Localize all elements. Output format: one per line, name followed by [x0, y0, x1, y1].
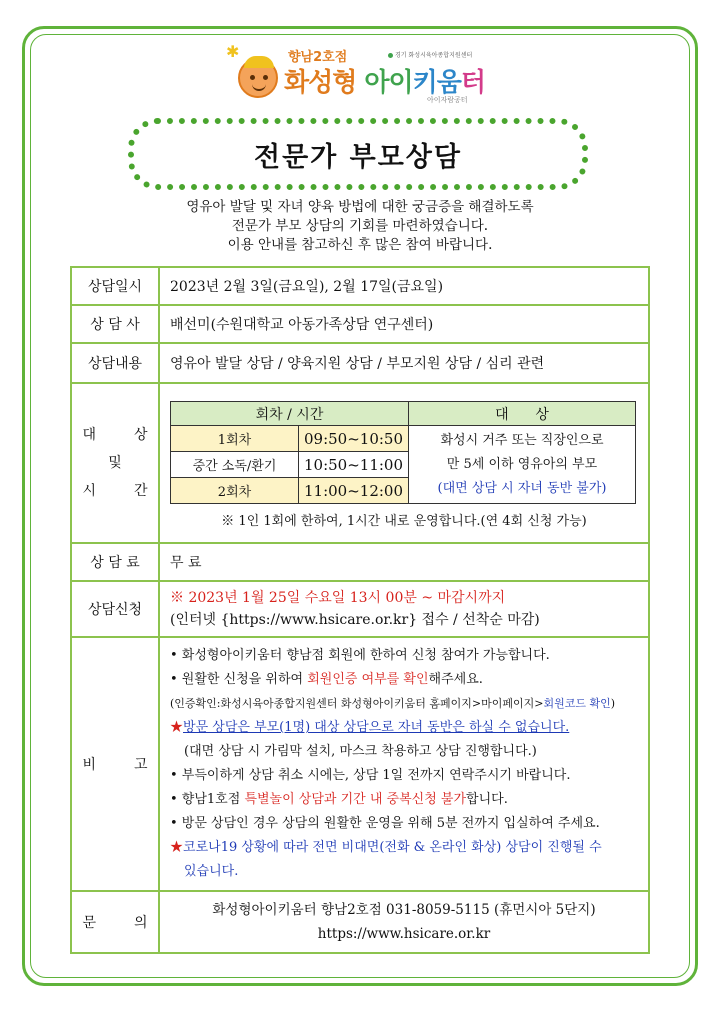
info-table	[70, 266, 650, 954]
content-value: 영유아 발달 상담 / 양육지원 상담 / 부모지원 상담 / 심리 관련	[159, 343, 649, 383]
remark-item: 있습니다.	[184, 864, 239, 879]
intro-text	[100, 198, 620, 255]
intro-line: 이용 안내를 참고하신 후 많은 참여 바랍니다.	[227, 237, 493, 253]
row-fee	[71, 543, 649, 581]
contact-phone: 화성형아이키움터 향남2호점 031-8059-5115 (휴먼시아 5단지)	[212, 902, 596, 918]
session-time: 11:00~12:00	[299, 478, 409, 504]
apply-method: (인터넷 {https://www.hsicare.or.kr} 접수 / 선착순 마감)	[170, 612, 540, 628]
target-warning: (대면 상담 시 자녀 동반 불가)	[437, 480, 607, 496]
contact-cell	[159, 891, 649, 953]
row-remarks	[71, 637, 649, 891]
contact-url[interactable]: https://www.hsicare.or.kr	[317, 926, 491, 942]
fee-label: 상 담 료	[71, 543, 159, 581]
counselor-label: 상 담 사	[71, 305, 159, 343]
remark-item: • 원활한 신청을 위하여 회원인증 여부를 확인해주세요.	[170, 672, 483, 687]
content-label: 상담내용	[71, 343, 159, 383]
star-icon: ✱	[226, 42, 240, 61]
row-content	[71, 343, 649, 383]
target-line: 만 5세 이하 영유아의 부모	[446, 456, 598, 472]
date-label: 상담일시	[71, 267, 159, 305]
session-time: 09:50~10:50	[299, 426, 409, 452]
schedule-header-session: 회차 / 시간	[171, 402, 409, 426]
title-box	[128, 118, 588, 190]
row-contact	[71, 891, 649, 953]
schedule-note: ※ 1인 1회에 한하여, 1시간 내로 운영합니다.(연 4회 신청 가능)	[221, 514, 587, 529]
logo-main-text: 화성형 아이키움터	[284, 68, 486, 98]
target-cell	[409, 426, 636, 504]
apply-value	[159, 581, 649, 637]
logo-branch: 향남2호점	[288, 50, 348, 65]
remark-item: (대면 상담 시 가림막 설치, 마스크 착용하고 상담 진행합니다.)	[184, 744, 537, 759]
row-schedule	[71, 383, 649, 543]
schedule-header-target: 대 상	[409, 402, 636, 426]
remarks-cell	[159, 637, 649, 891]
schedule-label: 대 상 및 시 간	[71, 383, 159, 543]
remark-item: • 부득이하게 상담 취소 시에는, 상담 1일 전까지 연락주시기 바랍니다.	[170, 768, 571, 783]
intro-line: 영유아 발달 및 자녀 양육 방법에 대한 궁금증을 해결하도록	[186, 199, 534, 215]
page-title: 전문가 부모상담	[254, 141, 462, 173]
remarks-label: 비 고	[71, 637, 159, 891]
apply-label: 상담신청	[71, 581, 159, 637]
fee-value: 무 료	[159, 543, 649, 581]
remark-item: • 향남1호점 특별놀이 상담과 기간 내 중복신청 불가합니다.	[170, 792, 508, 807]
logo-sub: 아이자람공터	[427, 96, 468, 104]
row-date	[71, 267, 649, 305]
child-face-icon	[238, 58, 278, 98]
apply-period: ※ 2023년 1월 25일 수요일 13시 00분 ~ 마감시까지	[170, 590, 506, 606]
session-name: 1회차	[171, 426, 299, 452]
schedule-cell	[159, 383, 649, 543]
row-apply	[71, 581, 649, 637]
target-line: 화성시 거주 또는 직장인으로	[440, 432, 604, 448]
remark-item: • 화성형아이키움터 향남점 회원에 한하여 신청 참여가 가능합니다.	[170, 648, 550, 663]
counselor-value: 배선미(수원대학교 아동가족상담 연구센터)	[159, 305, 649, 343]
row-counselor	[71, 305, 649, 343]
session-time: 10:50~11:00	[299, 452, 409, 478]
session-name: 2회차	[171, 478, 299, 504]
logo	[226, 42, 512, 112]
remark-item: ★코로나19 상황에 따라 전면 비대면(전화 & 온라인 화상) 상담이 진행될 수	[170, 840, 602, 855]
intro-line: 전문가 부모 상담의 기회를 마련하였습니다.	[231, 218, 489, 234]
logo-org: 경기 화성시육아종합지원센터	[388, 50, 472, 59]
session-name: 중간 소독/환기	[171, 452, 299, 478]
remark-item: • 방문 상담인 경우 상담의 원활한 운영을 위해 5분 전까지 입실하여 주세요.	[170, 816, 600, 831]
schedule-table	[170, 401, 636, 504]
session-row	[171, 426, 636, 452]
contact-label: 문 의	[71, 891, 159, 953]
remark-item: (인증확인:화성시육아종합지원센터 화성형아이키움터 홈페이지>마이페이지>회원코드 확인)	[170, 697, 616, 710]
remark-item: ★방문 상담은 부모(1명) 대상 상담으로 자녀 동반은 하실 수 없습니다.	[170, 720, 570, 735]
date-value: 2023년 2월 3일(금요일), 2월 17일(금요일)	[159, 267, 649, 305]
